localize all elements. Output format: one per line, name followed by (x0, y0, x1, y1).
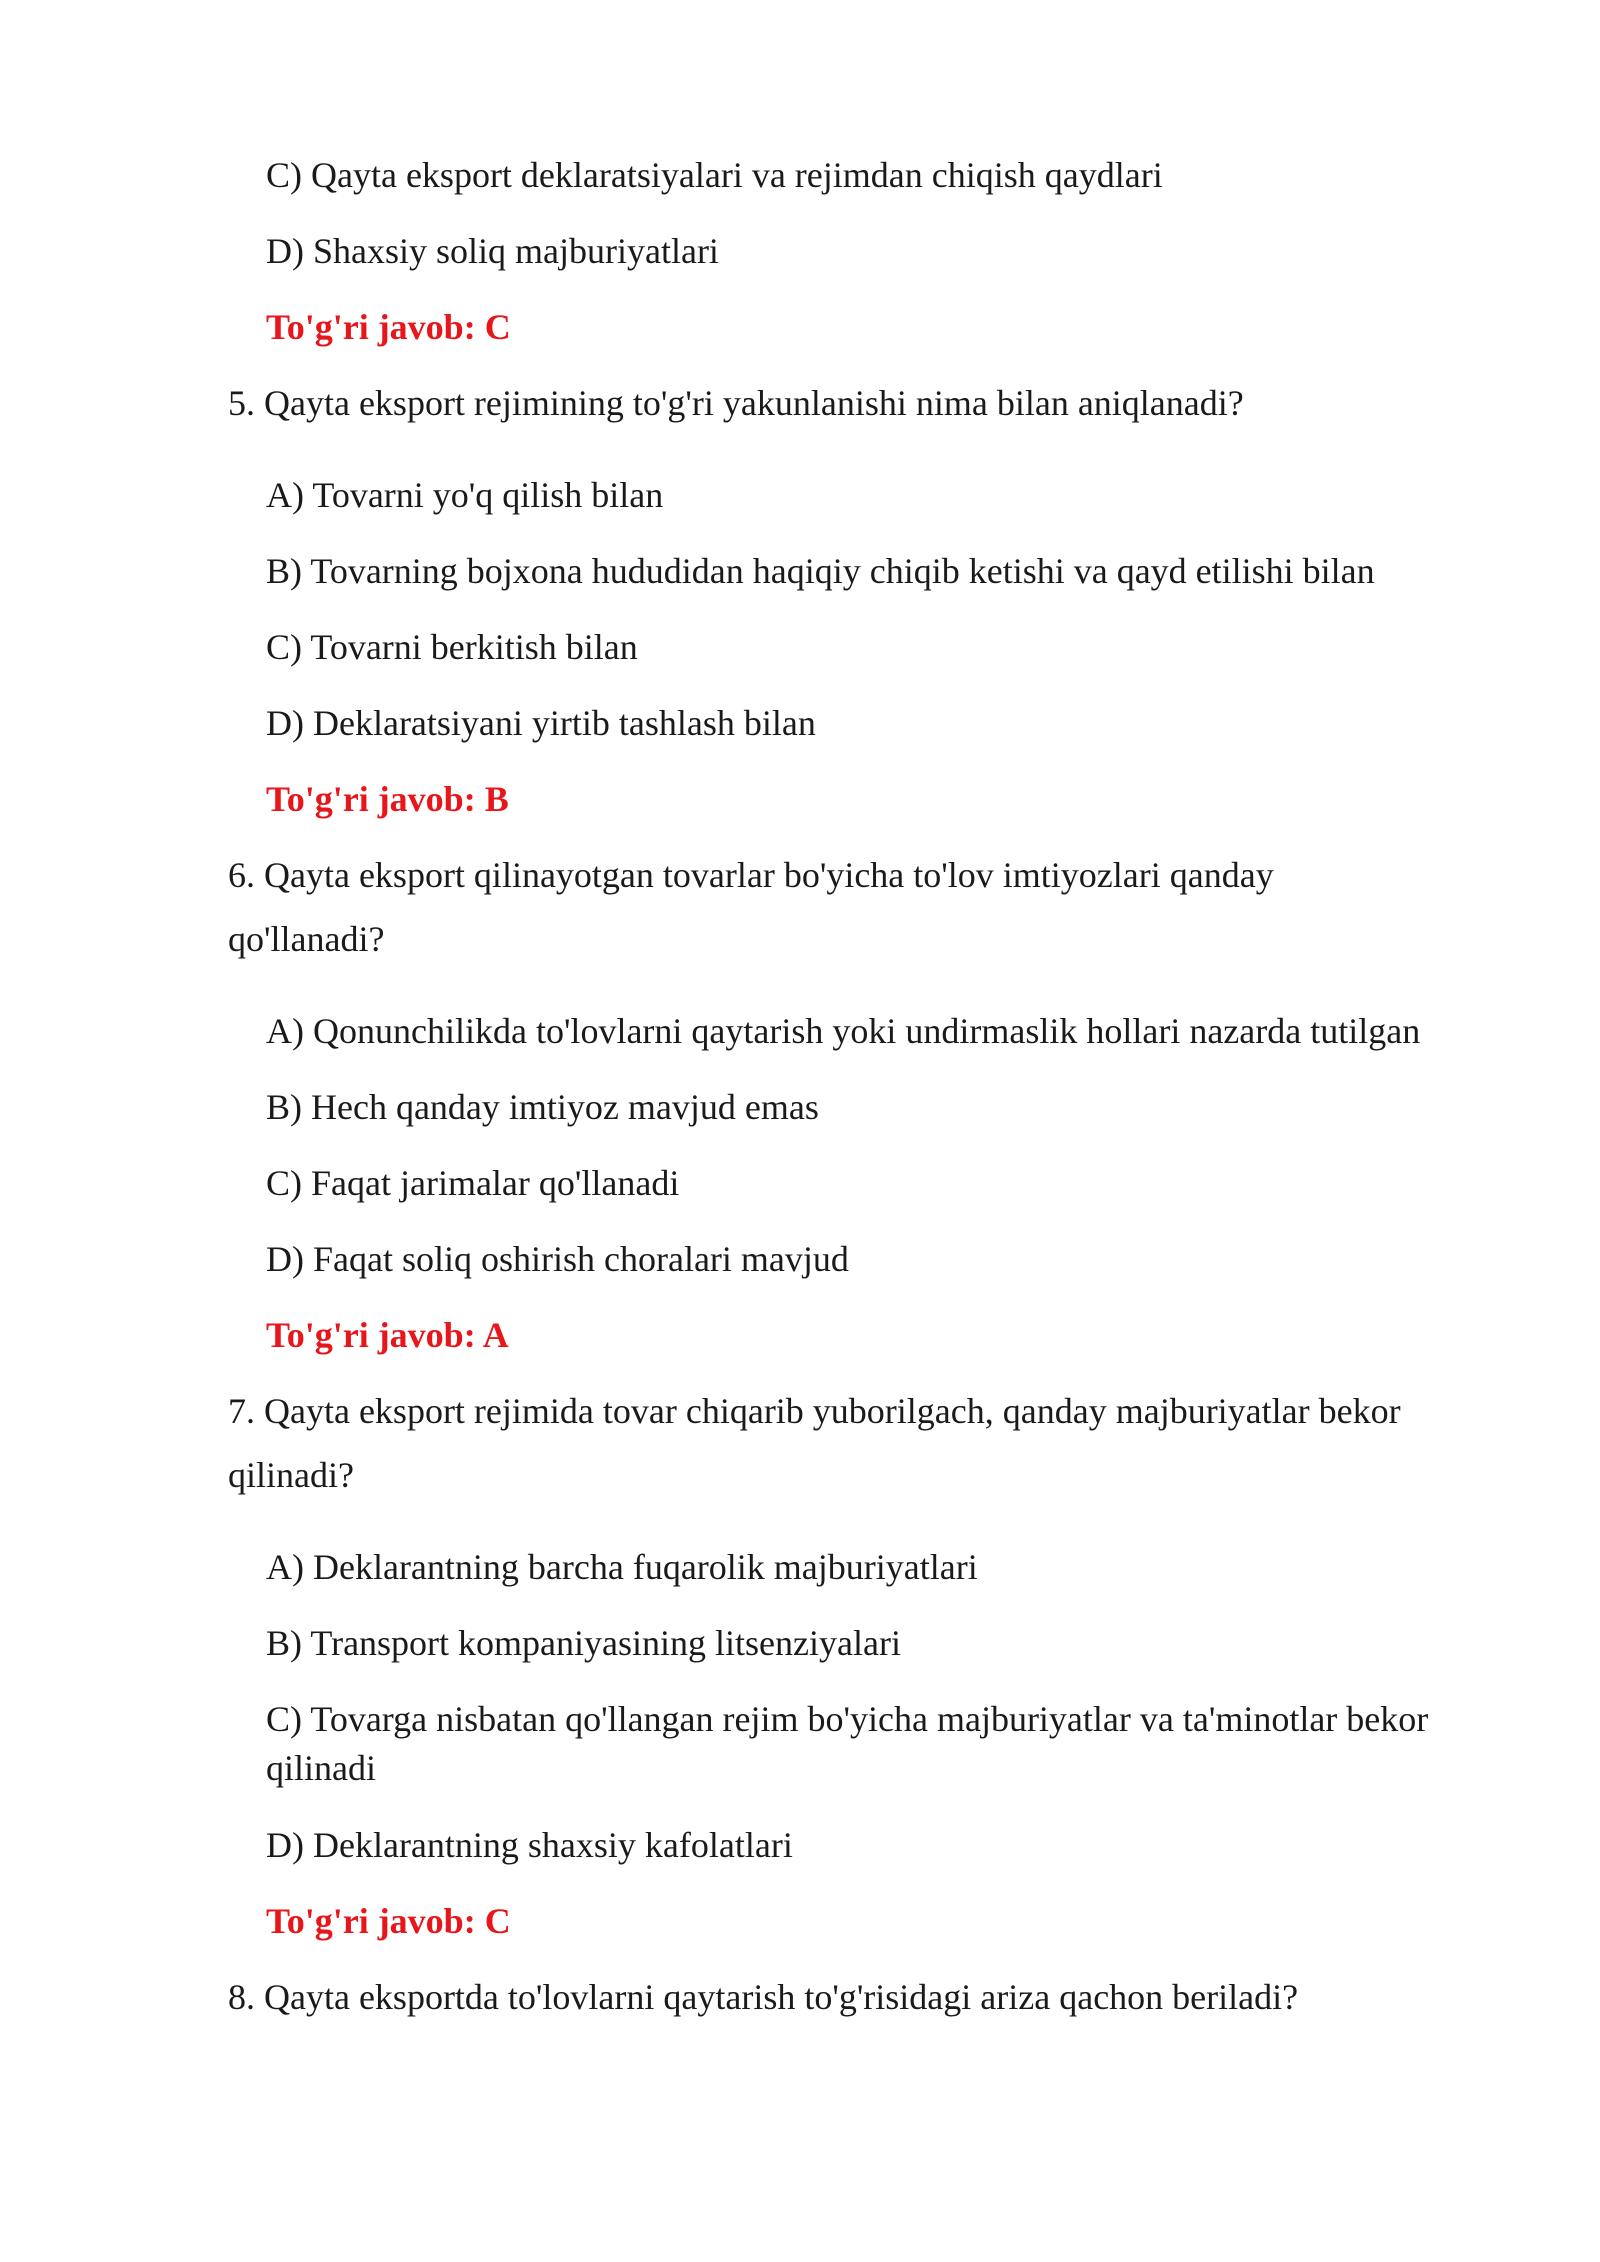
q6-question-line-2: qo'llanadi? (228, 919, 385, 959)
q5-option-c: C) Tovarni berkitish bilan (266, 627, 638, 667)
q6-option-a: A) Qonunchilikda to'lovlarni qaytarish yoki undirmaslik hollari nazarda tutilgan (266, 1011, 1421, 1051)
q6-option-d: D) Faqat soliq oshirish choralari mavjud (266, 1239, 849, 1279)
q5-correct-answer: To'g'ri javob: B (266, 779, 509, 819)
q6-option-b: B) Hech qanday imtiyoz mavjud emas (266, 1087, 819, 1127)
q6-question-line-1: 6. Qayta eksport qilinayotgan tovarlar bo'yicha to'lov imtiyozlari qanday (228, 855, 1274, 895)
q7-question-line-1: 7. Qayta eksport rejimida tovar chiqarib yuborilgach, qanday majburiyatlar bekor (228, 1391, 1401, 1431)
q5-question: 5. Qayta eksport rejimining to'g'ri yakunlanishi nima bilan aniqlanadi? (228, 383, 1244, 423)
q7-option-c-line-2: qilinadi (266, 1748, 376, 1788)
q6-correct-answer: To'g'ri javob: A (266, 1315, 509, 1355)
q7-option-b: B) Transport kompaniyasining litsenziyalari (266, 1623, 901, 1663)
q7-option-d: D) Deklarantning shaxsiy kafolatlari (266, 1825, 793, 1865)
q7-correct-answer: To'g'ri javob: C (266, 1901, 511, 1941)
q4-option-d: D) Shaxsiy soliq majburiyatlari (266, 231, 719, 271)
q7-question-line-2: qilinadi? (228, 1455, 354, 1495)
q8-question: 8. Qayta eksportda to'lovlarni qaytarish to'g'risidagi ariza qachon beriladi? (228, 1977, 1299, 2017)
q5-option-a: A) Tovarni yo'q qilish bilan (266, 475, 664, 515)
q7-option-c-line-1: C) Tovarga nisbatan qo'llangan rejim bo'yicha majburiyatlar va ta'minotlar bekor (266, 1699, 1429, 1739)
q4-correct-answer: To'g'ri javob: C (266, 307, 511, 347)
q7-option-a: A) Deklarantning barcha fuqarolik majburiyatlari (266, 1547, 978, 1587)
q5-option-b: B) Tovarning bojxona hududidan haqiqiy chiqib ketishi va qayd etilishi bilan (266, 551, 1375, 591)
q4-option-c: C) Qayta eksport deklaratsiyalari va rejimdan chiqish qaydlari (266, 155, 1163, 195)
q6-option-c: C) Faqat jarimalar qo'llanadi (266, 1163, 680, 1203)
q5-option-d: D) Deklaratsiyani yirtib tashlash bilan (266, 703, 816, 743)
